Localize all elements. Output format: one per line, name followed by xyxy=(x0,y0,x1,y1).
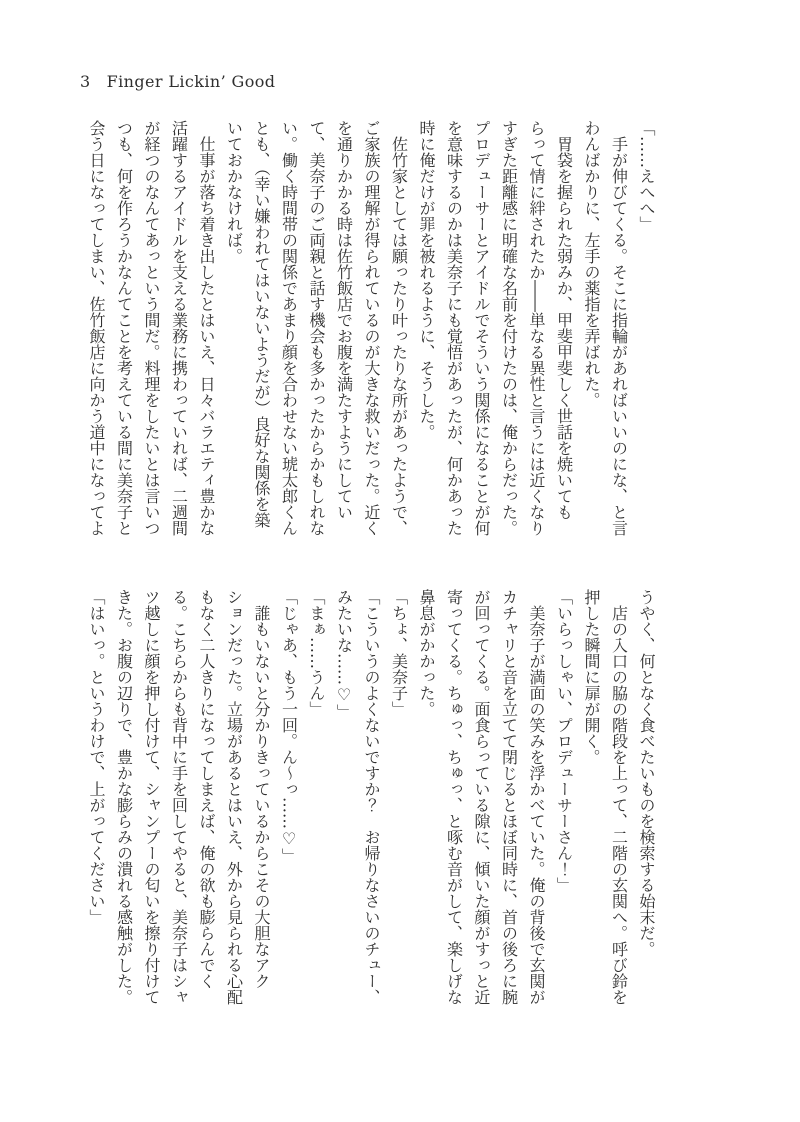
text-block-top xyxy=(56,120,660,540)
paragraph: 仕事が落ち着き出したとはいえ、日々バラエティ豊かな活躍するアイドルを支える業務に携わっていれば、二週間が経つのなんてあっという間だ。料理をしたいとは言いつつも、何を作ろうかなんてことを考えている間に美奈子と会う日になってしまい、佐竹飯店に向かう道中になってよ xyxy=(87,120,216,536)
paragraph: 佐竹家としては願ったり叶ったりな所があったようで、ご家族の理解が得られているのが大きな救いだった。近くを通りかかる時は佐竹飯店でお腹を満たすようにしていて、美奈子のご両親と話す機会も多かったからかもしれない。働く時間帯の関係であまり顔を合わせない琥太郎くんとも、（幸い嫌われてはいないようだが）良好な関係を築いておかなければ。 xyxy=(224,120,409,536)
paragraph: 「こういうのよくないですか？ お帰りなさいのチュー、みたいな……♡」 xyxy=(334,589,381,1005)
paragraph: 「いらっしゃい、プロデューサーさん！」 xyxy=(554,589,574,893)
chapter-title: Finger Lickin’ Good xyxy=(106,72,276,91)
paragraph: 店の入口の脇の階段を上って、二階の玄関へ。呼び鈴を押した瞬間に扉が開く。 xyxy=(582,589,629,1005)
paragraph: 「まぁ……うん」 xyxy=(307,589,326,717)
paragraph: 「じゃあ、もう一回。ん～っ……♡」 xyxy=(279,589,299,864)
paragraph: 手が伸びてくる。そこに指輪があればいいのにな、と言わんばかりに、左手の薬指を弄ばれた。 xyxy=(582,120,629,536)
paragraph: うやく、何となく食べたいものを検索する始末だ。 xyxy=(637,589,656,957)
paragraph: 「……えへへ」 xyxy=(637,120,656,232)
paragraph: 美奈子が満面の笑みを浮かべていた。俺の背後で玄関がカチャリと音を立てて閉じるとほぼ同時に、首の後ろに腕が回ってくる。面食らっている隙に、傾いた顔がすっと近寄ってくる。ちゅっ、ちゅっ、と啄む音がして、楽しげな鼻息がかかった。 xyxy=(417,589,546,1005)
running-header xyxy=(80,72,275,91)
page-number: 3 xyxy=(80,72,91,91)
paragraph: 「はいっ。というわけで、上がってください」 xyxy=(87,589,106,925)
paragraph: 胃袋を握られた弱みか、甲斐甲斐しく世話を焼いてもらって情に絆されたか――単なる異性と言うには近くなりすぎた距離感に明確な名前を付けたのは、俺からだった。プロデューサーとアイドルでそういう関係になることが何を意味するのかは美奈子にも覚悟があったが、何かあった時に俺だけが罪を被れるように、そうした。 xyxy=(417,120,574,536)
paragraph: 「ちょ、美奈子」 xyxy=(389,589,409,717)
paragraph: 誰もいないと分かりきっているからこその大胆なアクションだった。立場があるとはいえ、外から見られる心配もなく二人きりになってしまえば、俺の欲も膨らんでくる。こちらからも背中に手を回してやると、美奈子はシャツ越しに顔を押し付けて、シャンプーの匂いを擦り付けてきた。お腹の辺りで、豊かな膨らみの潰れる感触がした。 xyxy=(114,589,271,1005)
text-block-bottom xyxy=(56,589,660,1009)
